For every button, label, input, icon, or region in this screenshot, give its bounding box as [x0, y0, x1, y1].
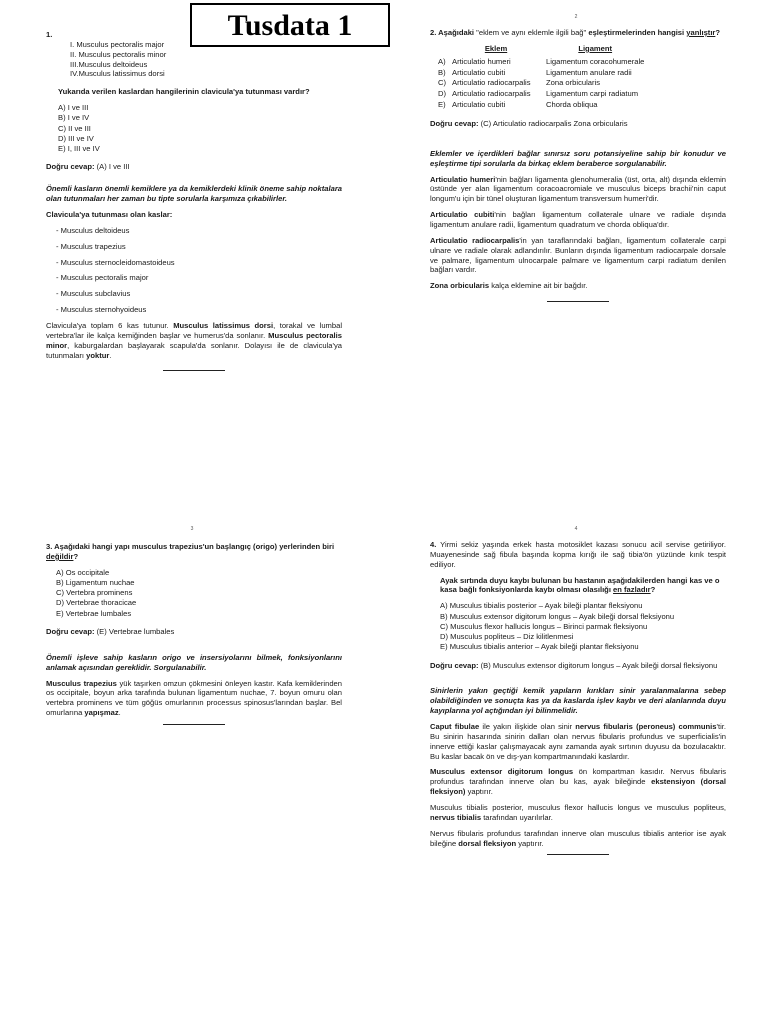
answer-line — [430, 119, 726, 129]
table-cell: Articulatio radiocarpalis — [452, 89, 531, 99]
page-3-content — [46, 542, 342, 725]
list-item: - Musculus sternohyoideus — [56, 305, 147, 315]
page-1 — [0, 0, 384, 512]
stem-emphasis: değildir — [46, 551, 74, 561]
expl-text: Clavicula'ya toplam 6 kas tutunur. — [46, 321, 174, 330]
stem-text: "eklem ve aynı eklemle ilgili bağ" — [476, 28, 587, 37]
question-stem — [430, 28, 726, 38]
table-cell: C) — [438, 78, 447, 88]
expl-bold: nervus tibialis — [430, 812, 482, 822]
answer-line — [46, 162, 342, 172]
expl-bold: nervus fibularis (peroneus) communis — [575, 721, 717, 731]
roman-item: III.Musculus deltoideus — [70, 59, 148, 69]
expl-text: , kaburgalardan başlayarak scapula'da sonlanır. Dolayısı ile de clavicula'ya tutunmaları — [46, 340, 342, 360]
option: E) Vertebrae lumbales — [56, 608, 132, 618]
options-list — [430, 601, 726, 652]
option: E) Musculus tibialis anterior – Ayak bileği plantar fleksiyonu — [440, 642, 639, 652]
option: B) Ligamentum nuchae — [56, 577, 135, 587]
roman-item: II. Musculus pectoralis minor — [70, 49, 167, 59]
table-cell: B) — [438, 67, 446, 77]
explanation — [430, 281, 726, 291]
explanation — [46, 321, 342, 360]
section-rule — [547, 301, 609, 302]
question-stem — [430, 540, 726, 570]
question-stem — [46, 542, 342, 562]
section-rule — [547, 854, 609, 855]
answer-line — [430, 661, 726, 671]
expl-bold: Caput fibulae — [430, 721, 480, 731]
expl-text: yük taşırken omzun çökmesini önleyen kastır. Kafa kemiklerinden os occipitale, boyun arka tarafında bulunan ligamentum nuchae, 7. boyun omuru olan vertebra prominens ve tüm göğüs omurlarının processus spinosus'larından başlar. Bel omurlarına — [46, 678, 342, 718]
table-row — [438, 68, 650, 79]
table-row — [438, 57, 650, 68]
option: E) I, III ve IV — [58, 144, 100, 154]
stem-text: Aşağıdaki hangi yapı musculus trapezius'un başlangıç (origo) yerlerinden biri — [54, 542, 335, 551]
question-number: 1. — [46, 30, 53, 39]
column-header: Ligament — [578, 43, 613, 53]
list-item: - Musculus sternocleidomastoideus — [56, 257, 175, 267]
stem-emphasis: en fazladır — [613, 585, 651, 595]
explanation — [430, 236, 726, 275]
expl-bold: Articulatio radiocarpalis — [430, 235, 520, 245]
table-row — [438, 78, 650, 89]
answer-text: (B) Musculus extensor digitorum longus – Ayak bileği dorsal fleksiyonu — [480, 660, 718, 670]
answer-label: Doğru cevap: — [430, 660, 479, 670]
list-title: Clavicula'ya tutunması olan kaslar: — [46, 209, 173, 219]
expl-bold: Musculus pectoralis minor — [46, 330, 342, 350]
table-header — [438, 44, 650, 57]
list-item: - Musculus pectoralis major — [56, 273, 149, 283]
question-prompt — [430, 576, 726, 596]
expl-bold: ekstensiyon (dorsal fleksiyon) — [430, 777, 726, 797]
matching-table — [438, 44, 650, 111]
section-rule — [163, 370, 225, 371]
roman-item: IV.Musculus latissimus dorsi — [70, 69, 165, 79]
stem-text: ? — [650, 585, 656, 595]
expl-text: 'nin bağları ligamentum collaterale ulnare ve radiale dışında ligamentum anulare radii, ligamentum quadratum ve chorda obliqua'dır. — [430, 210, 726, 230]
list-item: - Musculus trapezius — [56, 241, 126, 251]
expl-bold: Articulatio cubiti — [430, 210, 495, 220]
question-stem: Yukarıda verilen kaslardan hangilerinin clavicula'ya tutunması vardır? — [58, 87, 310, 97]
stem-text: eşleştirmelerinden hangisi — [586, 28, 687, 37]
table-cell: Chorda obliqua — [546, 100, 598, 110]
table-cell: Articulatio humeri — [452, 56, 511, 66]
page-1-content — [46, 30, 342, 371]
option: D) III ve IV — [58, 133, 94, 143]
study-note: Sinirlerin yakın geçtiği kemik yapıların kırıkları sinir yaralanmalarına sebep olabildiğinden ve sonuçta kas ya da kaslarda işlev kaybı ve deri alanlarında duyu kayıplarına yol açtığından iyi bilinmelidir. — [430, 686, 726, 716]
list-item: - Musculus subclavius — [56, 289, 131, 299]
stem-emphasis: yanlıştır — [686, 28, 716, 37]
page-3 — [0, 512, 384, 1024]
answer-text: (C) Articulatio radiocarpalis Zona orbicularis — [480, 119, 628, 129]
table-cell: A) — [438, 56, 446, 66]
study-note: Önemli kasların önemli kemiklere ya da kemiklerdeki klinik öneme sahip noktalara olan tutunmaları her zaman bu tipte sorularla karşımıza çıkabilirler. — [46, 184, 342, 204]
page-4-content — [430, 540, 726, 855]
expl-text: ön kompartman kasıdır. Nervus fibularis profundus tarafından innerve olan bu kas, ayak bileğinde — [430, 767, 726, 787]
option: A) I ve III — [58, 103, 89, 113]
answer-label: Doğru cevap: — [46, 162, 95, 172]
page-number: 4 — [574, 526, 578, 532]
page-2-content — [430, 28, 726, 302]
table-cell: Zona orbicularis — [546, 78, 601, 88]
table-row — [438, 89, 650, 100]
expl-text: , torakal ve lumbal vertebra'lar ile kalça kemiğinden başlar ve humerus'da sonlanır. — [46, 321, 343, 340]
table-cell: Articulatio radiocarpalis — [452, 78, 531, 88]
answer-label: Doğru cevap: — [430, 119, 479, 129]
table-cell: Ligamentum coracohumerale — [546, 56, 645, 66]
expl-text: ile yakın ilişkide olan sinir — [479, 721, 576, 731]
list-item: - Musculus deltoideus — [56, 225, 130, 235]
option: B) I ve IV — [58, 113, 90, 123]
expl-text: . — [118, 708, 121, 718]
option: D) Musculus popliteus – Diz kilitlenmesi — [440, 632, 574, 642]
column-header: Eklem — [484, 43, 508, 53]
document-title: Tusdata 1 — [190, 3, 390, 47]
option: A) Musculus tibialis posterior – Ayak bileği plantar fleksiyonu — [440, 601, 643, 611]
table-cell: Ligamentum anulare radii — [546, 67, 632, 77]
expl-text: 'tir. Bu sinirin hasarında sinirin dalları olan nervus fibularis profundus ve superficialis'in innerve ettiği kaslar çalışmayacak aynı zamanda ayak sırtının duyusu da bozulacaktır. Bu kaslar bacak ön ve dış-yan kompartmanındaki kaslardır. — [430, 721, 726, 761]
page-4 — [384, 512, 768, 1024]
expl-bold: Zona orbicularis — [430, 281, 490, 291]
table-cell: Ligamentum carpi radiatum — [546, 89, 639, 99]
table-cell: Articulatio cubiti — [452, 100, 506, 110]
stem-text: Aşağıdaki — [438, 28, 477, 37]
expl-bold: Musculus latissimus dorsi — [173, 321, 274, 330]
expl-text: Musculus tibialis posterior, musculus flexor hallucis longus ve musculus popliteus, — [430, 803, 726, 812]
question-number: 3. — [46, 542, 53, 551]
answer-text: (A) I ve III — [96, 162, 130, 172]
stem-text: Ayak sırtında duyu kaybı bulunan bu hastanın aşağıdakilerden hangi kas ve o kasa bağlı fonksiyonlarda kaybı olması olasılığı — [440, 575, 720, 595]
expl-text: yaptırır. — [516, 838, 544, 848]
expl-bold: dorsal fleksiyon — [458, 838, 517, 848]
table-cell: E) — [438, 100, 446, 110]
question-number: 2. — [430, 28, 437, 37]
expl-text: kalça eklemine ait bir bağdır. — [489, 281, 588, 291]
expl-bold: Musculus extensor digitorum longus — [430, 767, 574, 777]
explanation — [46, 679, 342, 718]
table-cell: Articulatio cubiti — [452, 67, 506, 77]
study-note: Eklemler ve içerdikleri bağlar sınırsız soru potansiyeline sahip bir konudur ve eşleştirme tipi sorularla da birkaç eklem beraberce sorgulanabilir. — [430, 148, 726, 168]
option: C) II ve III — [58, 123, 91, 133]
expl-text: 'in yan taraflarındaki bağları, ligamentum collaterale carpi ulnare ve radiale olarak adlandırılır. Bunların dışında ligamentum radiocarpale dorsale ve palmare, ligamentum ulnocarpale palmare ve ligamentum carpi radiatum denilen bağları vardır. — [430, 235, 726, 275]
explanation — [430, 829, 726, 849]
question-number: 4. — [430, 540, 437, 549]
answer-text: (E) Vertebrae lumbales — [96, 626, 175, 636]
option: C) Musculus flexor hallucis longus – Birinci parmak fleksiyonu — [440, 621, 648, 631]
expl-bold: Articulatio humeri — [430, 174, 496, 184]
stem-text: Yirmi sekiz yaşında erkek hasta motosiklet kazası sonucu acil servise getiriliyor. Muayenesinde sağ fibula başında kopma kırığı ile sağ tibia'ön yüzünde kırık tespit ediliyor. — [430, 540, 726, 569]
expl-text: . — [109, 350, 112, 360]
expl-bold: yapışmaz — [84, 708, 119, 718]
explanation — [430, 803, 726, 823]
explanation — [430, 722, 726, 761]
option: C) Vertebra prominens — [56, 588, 133, 598]
expl-text: yaptırır. — [465, 787, 493, 797]
expl-bold: Musculus trapezius — [46, 678, 117, 688]
expl-text: tarafından uyarılırlar. — [481, 812, 553, 822]
roman-item: I. Musculus pectoralis major — [70, 39, 165, 49]
answer-line — [46, 627, 342, 637]
option: D) Vertebrae thoracicae — [56, 598, 137, 608]
option: B) Musculus extensor digitorum longus – Ayak bileği dorsal fleksiyonu — [440, 611, 675, 621]
answer-label: Doğru cevap: — [46, 626, 95, 636]
stem-text: ? — [73, 551, 79, 561]
section-rule — [163, 724, 225, 725]
page-2 — [384, 0, 768, 512]
explanation — [430, 210, 726, 230]
page-number: 3 — [190, 526, 194, 532]
expl-bold: yoktur — [86, 350, 110, 360]
options-list — [46, 568, 342, 619]
page-number: 2 — [574, 14, 578, 20]
study-note: Önemli işleve sahip kasların origo ve insersiyolarını bilmek, fonksiyonlarını anlamak açısından gereklidir. Sorgulanabilir. — [46, 652, 342, 672]
options-list — [46, 103, 342, 154]
expl-text: Nervus fibularis profundus tarafından innerve olan musculus tibialis anterior ise ayak bileğine — [430, 828, 726, 848]
stem-text: ? — [715, 28, 721, 37]
muscle-list — [46, 226, 342, 315]
expl-text: 'nin bağları ligamenta glenohumeralia (üst, orta, alt) dışında eklemin üstünde yer alan ligamentum coracoacromiale ve musculus biceps brachii'nin caput longum'u için bir tünel oluşturan ligamentum transversum humeri'dir. — [430, 174, 727, 204]
explanation — [430, 175, 726, 205]
table-row — [438, 100, 650, 111]
explanation — [430, 767, 726, 797]
table-cell: D) — [438, 89, 447, 99]
option: A) Os occipitale — [56, 567, 110, 577]
